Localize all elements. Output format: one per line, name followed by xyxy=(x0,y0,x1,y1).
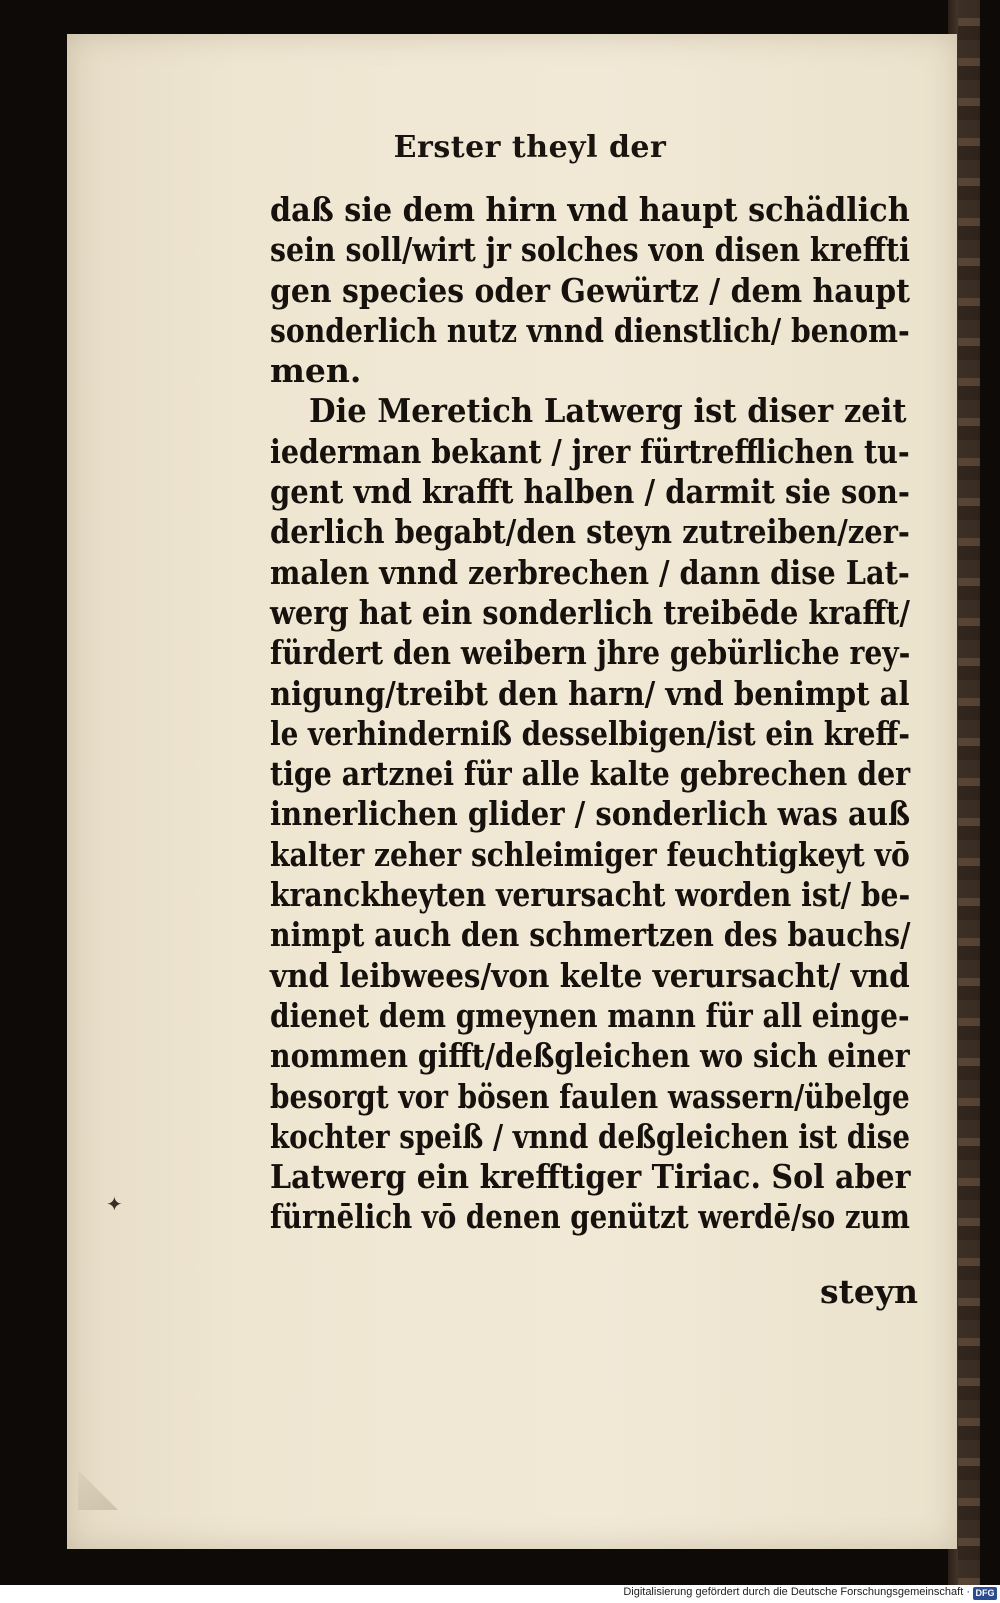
text-line: malen vnnd zerbrechen / dann dise Lat- xyxy=(270,552,910,592)
text-line: gent vnd krafft halben / darmit sie son- xyxy=(270,472,910,512)
text-line: sonderlich nutz vnnd dienstlich/ benom- xyxy=(270,310,910,350)
text-line: nimpt auch den schmertzen des bauchs/ xyxy=(270,915,911,955)
text-line: Latwerg ein krefftiger Tiriac. Sol aber xyxy=(270,1157,911,1197)
body-text xyxy=(270,190,910,1238)
text-line: nommen gifft/deßgleichen wo sich einer xyxy=(270,1036,910,1076)
text-line: werg hat ein sonderlich treibēde krafft/ xyxy=(270,592,910,632)
margin-mark-icon: ✦ xyxy=(106,1192,123,1216)
book-spine-texture xyxy=(958,0,980,1585)
text-line: Die Meretich Latwerg ist diser zeit xyxy=(309,391,907,431)
catchword: steyn xyxy=(820,1272,918,1311)
text-line: besorgt vor bösen faulen wassern/übelge xyxy=(270,1076,910,1116)
text-line: dienet dem gmeynen mann für all einge- xyxy=(270,995,910,1035)
text-line: tige artznei für alle kalte gebrechen der xyxy=(270,754,911,794)
text-line: derlich begabt/den steyn zutreiben/zer- xyxy=(270,512,910,552)
text-line: daß sie dem hirn vnd haupt schädlich xyxy=(270,190,910,229)
text-line: men. xyxy=(270,351,362,391)
text-line: kranckheyten verursacht worden ist/ be- xyxy=(270,875,911,915)
running-head: Erster theyl der xyxy=(393,130,667,165)
text-line: sein soll/wirt jr solches von disen kreffti xyxy=(270,230,910,270)
text-line: innerlichen glider / sonderlich was auß xyxy=(270,794,911,834)
footer-bar xyxy=(0,1585,1000,1603)
footer-credit: Digitalisierung gefördert durch die Deutsche Forschungsgemeinschaft · xyxy=(623,1586,970,1598)
dfg-logo-icon: DFG xyxy=(973,1587,997,1600)
text-line: vnd leibwees/von kelte verursacht/ vnd xyxy=(270,955,910,995)
text-line: gen species oder Gewürtz / dem haupt xyxy=(270,270,910,310)
text-line: kochter speiß / vnnd deßgleichen ist dise xyxy=(270,1116,910,1156)
text-line: fürnēlich vō denen genützt werdē/so zum xyxy=(270,1197,910,1237)
text-line: kalter zeher schleimiger feuchtigkeyt vō xyxy=(270,834,910,874)
text-line: iederman bekant / jrer fürtrefflichen tu- xyxy=(270,431,910,471)
text-line: le verhinderniß desselbigen/ist ein kreff- xyxy=(270,713,910,753)
text-line: nigung/treibt den harn/ vnd benimpt al xyxy=(270,673,910,713)
text-line: fürdert den weibern jhre gebürliche rey- xyxy=(270,633,911,673)
